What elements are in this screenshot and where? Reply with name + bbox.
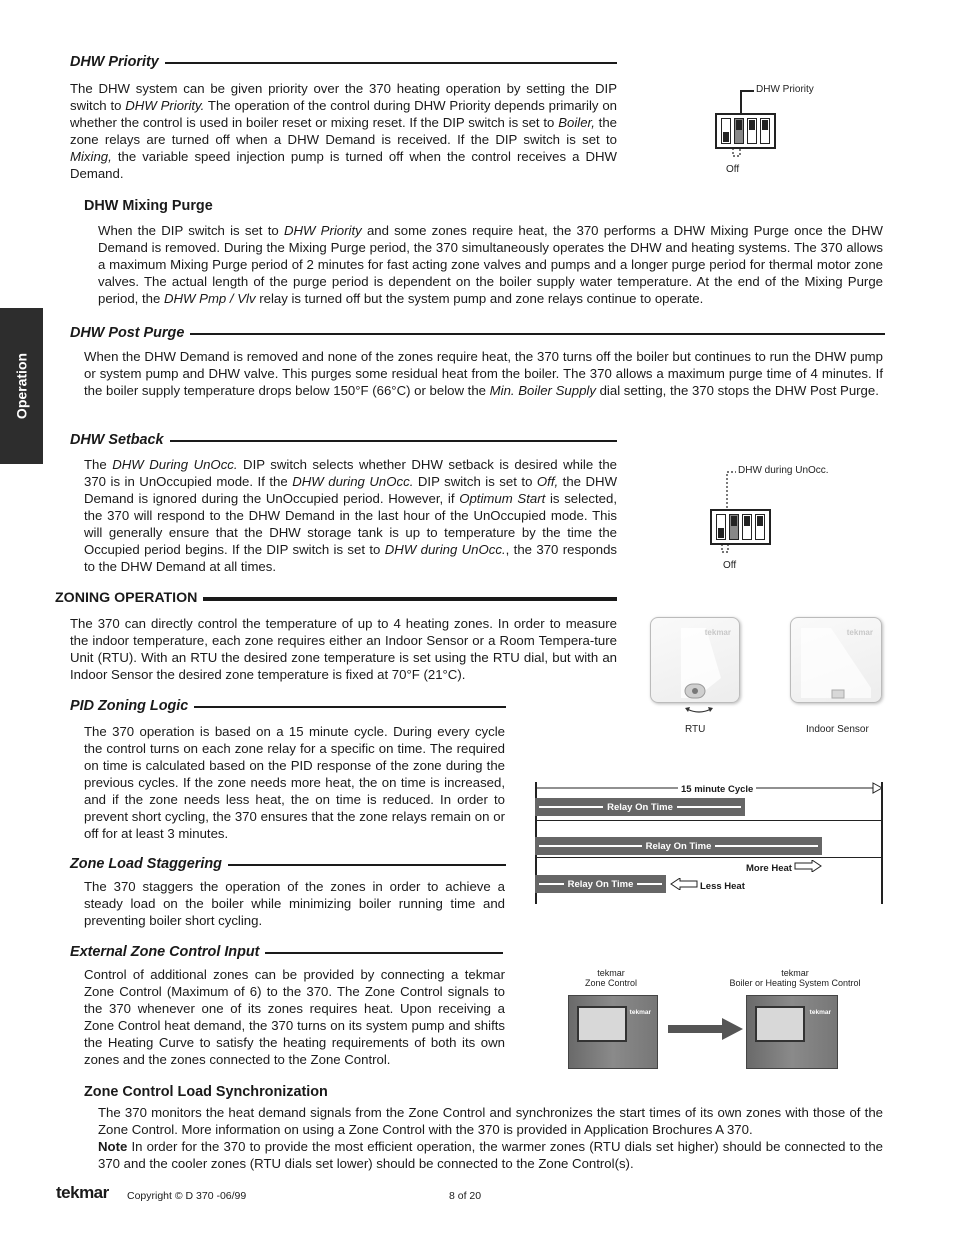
heading-dhw-mixing-purge: DHW Mixing Purge	[84, 198, 213, 214]
text-run: Optimum Start	[459, 491, 546, 506]
text-run: and some zones require heat, the 370 performs a DHW Mixing Purge once the DHW Demand is removed. During the Mixing Purge period, the 370 simultaneously operates the DHW and heating systems. The 370 allows a maximum Mixing Purge period of 2 minutes for fast acting zone valves and pumps and a longer purge period for thermal motor zone valves. The actual length of the purge period is dependent on the boiler supply water temperature. At the end of the Mixing Purge period, the	[98, 223, 883, 306]
dip-switch-2	[729, 514, 739, 540]
heading-dhw-priority: DHW Priority	[70, 54, 617, 71]
more-heat-arrow-icon	[794, 860, 822, 872]
paragraph-external-zone-control	[84, 966, 505, 1068]
cycle-label: 15 minute Cycle	[678, 781, 756, 798]
text-run: Mixing,	[70, 149, 112, 164]
text-run: Off,	[536, 474, 559, 489]
text-run: dial setting, the 370 stops the DHW Post Purge.	[595, 383, 879, 398]
rtu-brand: tekmar	[704, 628, 731, 637]
heading-pid-zoning-logic: PID Zoning Logic	[70, 698, 506, 715]
side-tab-operation	[0, 308, 43, 464]
dip-switch-3	[742, 514, 752, 540]
off-label-setback: Off	[723, 560, 737, 571]
note-label: Note	[98, 1139, 128, 1154]
rtu-dial-arrow-icon	[684, 704, 714, 716]
text-run: Min. Boiler Supply	[489, 383, 596, 398]
boiler-control-brand: tekmar	[809, 1009, 831, 1016]
text-run: the variable speed injection pump is turned off when the control receives a DHW Demand.	[70, 149, 617, 181]
less-heat-label: Less Heat	[700, 881, 745, 892]
text-run: DHW Priority	[283, 223, 362, 238]
heading-dhw-post-purge: DHW Post Purge	[70, 325, 885, 342]
paragraph-zone-load-staggering	[84, 878, 505, 929]
text-run: DIP switch is set to	[413, 474, 537, 489]
connection-arrow-icon	[668, 1018, 744, 1040]
less-heat-arrow-icon	[670, 878, 698, 890]
heading-dhw-setback: DHW Setback	[70, 432, 617, 449]
text-run: the zone relays are turned off when a DHW Demand is received. If the DIP switch is set to	[70, 115, 617, 147]
footer-logo: tekmar	[56, 1183, 109, 1202]
text-run: When the DHW Demand is removed and none of the zones require heat, the 370 turns off the boiler but continues to run the DHW pump or system pump and DHW valve. This purges some residual heat from the boiler. The 370 allows a maximum purge time of 4 minutes. If the boiler supply temperature drops below 150°F (66°C) or below the	[84, 349, 883, 398]
note-text: In order for the 370 to provide the most efficient operation, the warmer zones (RTU dials set higher) should be connected to the 370 and the cooler zones (RTU dials set lower) should be connected to the Zone Control(s).	[98, 1139, 883, 1171]
dip-switch-2	[734, 118, 744, 144]
paragraph-dhw-setback	[84, 456, 617, 575]
heading-zone-control-sync: Zone Control Load Synchronization	[84, 1084, 328, 1100]
figure-dhw-setback-dip	[708, 460, 858, 575]
heading-zone-load-staggering: Zone Load Staggering	[70, 856, 506, 873]
rtu-illustration	[650, 617, 740, 703]
paragraph-dhw-priority	[70, 80, 617, 182]
text-run: The operation of the control during DHW Priority depends primarily on whether the control is used in boiler reset or mixing reset. If the DIP switch is set to	[70, 98, 617, 130]
text-run: DHW during UnOcc.	[384, 542, 506, 557]
text-run: The 370 can directly control the temperature of up to 4 heating zones. In order to measure the indoor temperature, each zone requires either an Indoor Sensor or a Room Tempera-ture Unit (RTU). With an RTU the desired zone temperature is set using the RTU dial, but with an Indoor Sensor the desired zone temperature is fixed at 70°F (21°C).	[70, 616, 617, 682]
text-run: Control of additional zones can be provided by connecting a tekmar Zone Control (Maximum of 6) to the 370. The Zone Control signals to the 370 whenever one of its zones requires heat. Upon receiving a Zone Control heat demand, the 370 turns on its system pump and shifts the Heating Curve to satisfy the heating requirements of both its own zones and the zones connected to the Zone Control.	[84, 967, 505, 1067]
text-run: DHW Priority.	[125, 98, 205, 113]
dip-switch-block-setback	[710, 509, 771, 545]
zone-control-brand: tekmar	[629, 1009, 651, 1016]
boiler-control-device	[746, 995, 838, 1069]
dhw-during-unocc-label: DHW during UnOcc.	[738, 465, 829, 476]
paragraph-zone-control-sync	[98, 1104, 883, 1172]
relay-on-time-bar-2: Relay On Time	[535, 837, 822, 855]
dip-switch-1	[716, 514, 726, 540]
paragraph-dhw-mixing-purge	[98, 222, 883, 307]
indoor-sensor-illustration	[790, 617, 882, 703]
text-run: DIP switch selects whether DHW setback is desired while the 370 is in UnOccupied mode. If the	[84, 457, 617, 489]
paragraph-dhw-post-purge	[84, 348, 883, 399]
footer-copyright: Copyright © D 370 -06/99	[127, 1190, 247, 1202]
cycle-diagram	[530, 776, 886, 906]
text-run: When the DIP switch is set to	[98, 223, 284, 238]
divider-1	[535, 820, 881, 821]
text-run: Boiler,	[558, 115, 595, 130]
relay-on-time-bar-3: Relay On Time	[535, 875, 666, 893]
text-run: the DHW Demand is ignored during the UnOccupied period. However, if	[84, 474, 618, 506]
cycle-right-boundary	[881, 782, 883, 904]
text-run: The 370 operation is based on a 15 minute cycle. During every cycle the control turns on each zone relay for a specific on time. The required on time is calculated based on the PID response of the zone during the previous cycles. If the zone needs more heat, the on time is increased, and if the zone needs less heat, the on time is reduced. In order to prevent short cycling, the 370 ensures that the zone relays remain on or off for at least 3 minutes.	[84, 724, 505, 841]
divider-2	[535, 857, 881, 858]
dip-switch-3	[747, 118, 757, 144]
dip-switch-4	[760, 118, 770, 144]
rtu-label: RTU	[685, 724, 706, 735]
more-heat-label: More Heat	[746, 863, 792, 874]
heading-external-zone-control: External Zone Control Input	[70, 944, 503, 961]
relay-on-time-bar-1: Relay On Time	[535, 798, 745, 816]
indoor-sensor-brand: tekmar	[846, 628, 873, 637]
off-label: Off	[726, 164, 740, 175]
footer-page-number: 8 of 20	[449, 1190, 482, 1202]
figure-dhw-priority-dip	[710, 80, 850, 180]
dip-switch-4	[755, 514, 765, 540]
text-run: The 370 monitors the heat demand signals from the Zone Control and synchronizes the start times of its own zones with those of the Zone Control. More information on using a Zone Control with the 370 is provided in Application Brochures A 370.	[98, 1105, 883, 1137]
paragraph-pid-zoning-logic	[84, 723, 505, 842]
text-run: The 370 staggers the operation of the zones in order to achieve a steady load on the boiler while minimizing boiler running time and preventing boiler short cycling.	[84, 879, 505, 928]
text-run: , the 370 responds to the DHW Demand at all times.	[84, 542, 618, 574]
dhw-priority-label: DHW Priority	[756, 84, 814, 95]
text-run: DHW Pmp / Vlv	[163, 291, 256, 306]
zone-control-device	[568, 995, 658, 1069]
text-run: DHW during UnOcc.	[292, 474, 414, 489]
zone-control-caption: tekmar Zone Control	[584, 968, 638, 988]
dip-switch-1	[721, 118, 731, 144]
text-run: is selected, the 370 will respond to the DHW Demand in the last hour of the UnOccupied mode. This will generally ensure that the DHW storage tank is up to temperature by the time the Occupied period begins. If the DIP switch is set to	[84, 491, 617, 557]
heading-zoning-operation: ZONING OPERATION	[55, 590, 617, 607]
boiler-control-caption: tekmar Boiler or Heating System Control	[729, 968, 861, 988]
indoor-sensor-label: Indoor Sensor	[806, 724, 869, 735]
text-run: The	[84, 457, 113, 472]
text-run: The DHW system can be given priority over the 370 heating operation by setting the DIP switch to	[70, 81, 617, 113]
dip-switch-block	[715, 113, 776, 149]
side-tab-label: Operation	[13, 352, 29, 420]
text-run: DHW During UnOcc.	[112, 457, 238, 472]
text-run: relay is turned off but the system pump and zone relays continue to operate.	[255, 291, 704, 306]
paragraph-zoning-operation	[70, 615, 617, 683]
